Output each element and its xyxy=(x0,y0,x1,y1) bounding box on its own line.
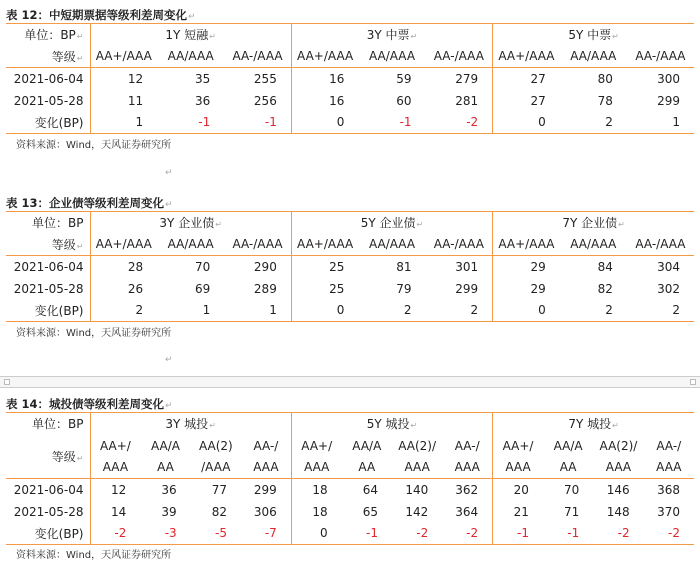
grade-cell: AA xyxy=(157,460,174,475)
value-cell: 1 xyxy=(202,303,211,318)
group-header-3y: 3Y 中票↵ xyxy=(291,24,492,46)
group-header-5y: 5Y 企业债↵ xyxy=(291,212,492,234)
grade-row xyxy=(6,234,694,256)
value-cell: -5 xyxy=(215,526,227,541)
value-cell: 36 xyxy=(161,482,177,497)
value-cell: 28 xyxy=(90,256,157,278)
grade-cell: AA(2)/ xyxy=(398,438,437,453)
value-cell: 1 xyxy=(90,112,157,134)
paragraph-mark: ↵ xyxy=(165,401,173,411)
value-cell: 80 xyxy=(597,71,613,86)
grade-cell: AA+/ xyxy=(90,435,140,457)
grade-cell: AAA xyxy=(253,460,279,475)
grade-cell: AA(2)/ xyxy=(599,438,638,453)
value-cell: -1 xyxy=(264,115,277,130)
grade-label: 等级↵ xyxy=(51,449,84,464)
value-cell: 2 xyxy=(470,303,479,318)
value-cell: 306 xyxy=(253,504,277,519)
value-cell: -2 xyxy=(466,115,479,130)
value-cell: 21 xyxy=(493,501,543,523)
value-cell: 70 xyxy=(194,259,211,274)
value-cell: 0 xyxy=(493,300,560,322)
paragraph-mark: ↵ xyxy=(165,200,173,210)
value-cell: 59 xyxy=(396,71,412,86)
value-cell: 25 xyxy=(291,278,358,300)
table-row xyxy=(6,278,694,300)
value-cell: 25 xyxy=(291,256,358,278)
value-cell: 78 xyxy=(597,93,613,108)
row-label: 2021-05-28 xyxy=(13,93,84,108)
value-cell: -1 xyxy=(198,115,211,130)
grade-cell: AA-/ xyxy=(253,438,279,453)
paragraph-mark: ↵ xyxy=(188,12,196,22)
value-cell: -1 xyxy=(567,526,580,541)
table-row xyxy=(6,90,694,112)
grade-cell: AA/AAA xyxy=(570,49,617,64)
unit-label: 单位：BP xyxy=(32,216,84,231)
grade-cell: AA-/AAA xyxy=(433,237,484,252)
group-header-3y: 3Y 城投↵ xyxy=(90,413,291,435)
row-label: 2021-06-04 xyxy=(13,71,84,86)
group-header-3y: 3Y 企业债↵ xyxy=(90,212,291,234)
grade-row xyxy=(6,46,694,68)
row-label: 2021-05-28 xyxy=(13,504,84,519)
value-cell: 82 xyxy=(597,281,613,296)
value-cell: -1 xyxy=(399,115,412,130)
value-cell: 29 xyxy=(493,256,560,278)
value-cell: 84 xyxy=(597,259,613,274)
grade-cell: AAA xyxy=(291,457,341,479)
value-cell: 27 xyxy=(493,68,560,90)
value-cell: 71 xyxy=(564,504,580,519)
value-cell: 69 xyxy=(194,281,211,296)
paragraph-mark: ↵ xyxy=(165,168,173,178)
value-cell: 142 xyxy=(405,504,429,519)
value-cell: 146 xyxy=(606,482,630,497)
value-cell: 2 xyxy=(605,303,613,318)
value-cell: 65 xyxy=(362,504,378,519)
value-cell: 0 xyxy=(291,300,358,322)
value-cell: 20 xyxy=(493,479,543,501)
value-cell: 27 xyxy=(493,90,560,112)
grade-row-top xyxy=(6,435,694,457)
value-cell: 368 xyxy=(657,482,680,497)
value-cell: 12 xyxy=(90,68,157,90)
value-cell: -2 xyxy=(668,526,680,541)
grade-row-bottom xyxy=(6,457,694,479)
paragraph-mark: ↵ xyxy=(165,355,173,365)
table-row xyxy=(6,523,694,545)
grade-cell: AAA xyxy=(493,457,543,479)
row-label: 变化(BP) xyxy=(34,303,84,318)
value-cell: -3 xyxy=(164,526,177,541)
value-cell: 299 xyxy=(657,93,680,108)
value-cell: 2 xyxy=(90,300,157,322)
value-cell: 302 xyxy=(657,281,680,296)
grade-cell: AA(2) xyxy=(198,438,233,453)
value-cell: 140 xyxy=(405,482,429,497)
table-row xyxy=(6,256,694,278)
value-cell: -2 xyxy=(617,526,630,541)
value-cell: 304 xyxy=(657,259,680,274)
table13-source: 资料来源：Wind，天风证券研究所 xyxy=(16,328,172,339)
grade-cell: AA+/ xyxy=(493,435,543,457)
value-cell: -1 xyxy=(493,523,543,545)
value-cell: -2 xyxy=(90,523,140,545)
grade-cell: AAA xyxy=(404,460,430,475)
group-header-7y: 7Y 城投↵ xyxy=(493,413,694,435)
table-row xyxy=(6,501,694,523)
value-cell: 148 xyxy=(606,504,630,519)
grade-cell: AA/AAA xyxy=(167,237,214,252)
value-cell: 255 xyxy=(253,71,277,86)
grade-cell: AA-/AAA xyxy=(635,49,686,64)
value-cell: 370 xyxy=(657,504,680,519)
grade-cell: AA+/AAA xyxy=(291,234,358,256)
value-cell: 364 xyxy=(455,504,479,519)
grade-cell: AA/AAA xyxy=(570,237,617,252)
value-cell: 14 xyxy=(90,501,140,523)
page-break xyxy=(0,376,700,388)
table12 xyxy=(6,23,694,134)
grade-cell: AA-/ xyxy=(454,438,480,453)
value-cell: 11 xyxy=(90,90,157,112)
group-header-5y: 5Y 中票↵ xyxy=(493,24,694,46)
grade-cell: /AAA xyxy=(201,460,231,475)
value-cell: 299 xyxy=(455,281,479,296)
row-label: 2021-05-28 xyxy=(13,281,84,296)
row-label: 变化(BP) xyxy=(34,526,84,541)
table-row xyxy=(6,112,694,134)
value-cell: 290 xyxy=(253,259,277,274)
value-cell: 2 xyxy=(672,303,680,318)
table-row xyxy=(6,300,694,322)
value-cell: 70 xyxy=(564,482,580,497)
value-cell: 0 xyxy=(493,112,560,134)
grade-cell: AAA xyxy=(90,457,140,479)
grade-cell: AA/AAA xyxy=(167,49,214,64)
value-cell: 29 xyxy=(493,278,560,300)
table14-title: 表 14：城投债等级利差周变化↵ xyxy=(6,397,173,411)
grade-cell: AA-/AAA xyxy=(232,237,283,252)
value-cell: 60 xyxy=(396,93,412,108)
value-cell: 26 xyxy=(90,278,157,300)
value-cell: 1 xyxy=(269,303,277,318)
grade-cell: AA+/AAA xyxy=(90,234,157,256)
value-cell: 256 xyxy=(253,93,277,108)
value-cell: 77 xyxy=(211,482,227,497)
value-cell: 64 xyxy=(362,482,378,497)
value-cell: 0 xyxy=(291,112,358,134)
unit-label: 单位：BP↵ xyxy=(24,28,84,43)
table13 xyxy=(6,211,694,322)
grade-cell: AA+/AAA xyxy=(291,46,358,68)
value-cell: -2 xyxy=(416,526,429,541)
grade-cell: AA xyxy=(559,460,577,475)
value-cell: 81 xyxy=(396,259,412,274)
grade-cell: AA-/AAA xyxy=(635,237,686,252)
grade-cell: AAA xyxy=(454,460,480,475)
value-cell: -1 xyxy=(366,526,378,541)
grade-cell: AA xyxy=(358,460,376,475)
value-cell: 36 xyxy=(194,93,211,108)
value-cell: 35 xyxy=(194,71,211,86)
grade-cell: AA/A xyxy=(553,438,583,453)
grade-cell: AA+/AAA xyxy=(493,46,560,68)
table-row xyxy=(6,479,694,501)
value-cell: 39 xyxy=(161,504,177,519)
grade-cell: AAA xyxy=(605,460,632,475)
grade-cell: AA+/AAA xyxy=(90,46,157,68)
grade-cell: AA/AAA xyxy=(368,237,416,252)
grade-label: 等级↵ xyxy=(51,237,84,252)
grade-cell: AA+/AAA xyxy=(493,234,560,256)
row-label: 2021-06-04 xyxy=(13,259,84,274)
grade-cell: AA-/AAA xyxy=(433,49,484,64)
value-cell: 300 xyxy=(657,71,680,86)
grade-cell: AA-/ xyxy=(656,438,682,453)
value-cell: 16 xyxy=(291,90,358,112)
value-cell: 279 xyxy=(455,71,479,86)
unit-label: 单位：BP xyxy=(32,417,84,432)
value-cell: 362 xyxy=(455,482,479,497)
value-cell: 18 xyxy=(291,479,341,501)
value-cell: -7 xyxy=(264,526,277,541)
value-cell: 18 xyxy=(291,501,341,523)
row-label: 变化(BP) xyxy=(34,115,84,130)
value-cell: 16 xyxy=(291,68,358,90)
table14 xyxy=(6,412,694,545)
value-cell: 0 xyxy=(291,523,341,545)
table12-title: 表 12：中短期票据等级利差周变化↵ xyxy=(6,8,196,22)
group-header-5y: 5Y 城投↵ xyxy=(291,413,492,435)
value-cell: 289 xyxy=(253,281,277,296)
value-cell: 12 xyxy=(90,479,140,501)
value-cell: 281 xyxy=(455,93,479,108)
group-header-1y: 1Y 短融↵ xyxy=(90,24,291,46)
row-label: 2021-06-04 xyxy=(13,482,84,497)
table14-source: 资料来源：Wind，天风证券研究所 xyxy=(16,550,172,561)
value-cell: -2 xyxy=(466,526,479,541)
table12-source: 资料来源：Wind，天风证券研究所 xyxy=(16,140,172,151)
table13-title: 表 13：企业债等级利差周变化↵ xyxy=(6,196,173,210)
grade-cell: AA/AAA xyxy=(368,49,416,64)
grade-cell: AA-/AAA xyxy=(232,49,283,64)
grade-label: 等级↵ xyxy=(51,49,84,64)
grade-cell: AA/A xyxy=(352,438,382,453)
value-cell: 79 xyxy=(396,281,412,296)
group-header-7y: 7Y 企业债↵ xyxy=(493,212,694,234)
value-cell: 299 xyxy=(253,482,277,497)
grade-cell: AA/A xyxy=(150,438,180,453)
value-cell: 301 xyxy=(455,259,479,274)
grade-cell: AAA xyxy=(656,460,682,475)
grade-cell: AA+/ xyxy=(291,435,341,457)
value-cell: 2 xyxy=(605,115,613,130)
value-cell: 2 xyxy=(403,303,412,318)
table-row xyxy=(6,68,694,90)
value-cell: 1 xyxy=(672,115,680,130)
value-cell: 82 xyxy=(211,504,227,519)
